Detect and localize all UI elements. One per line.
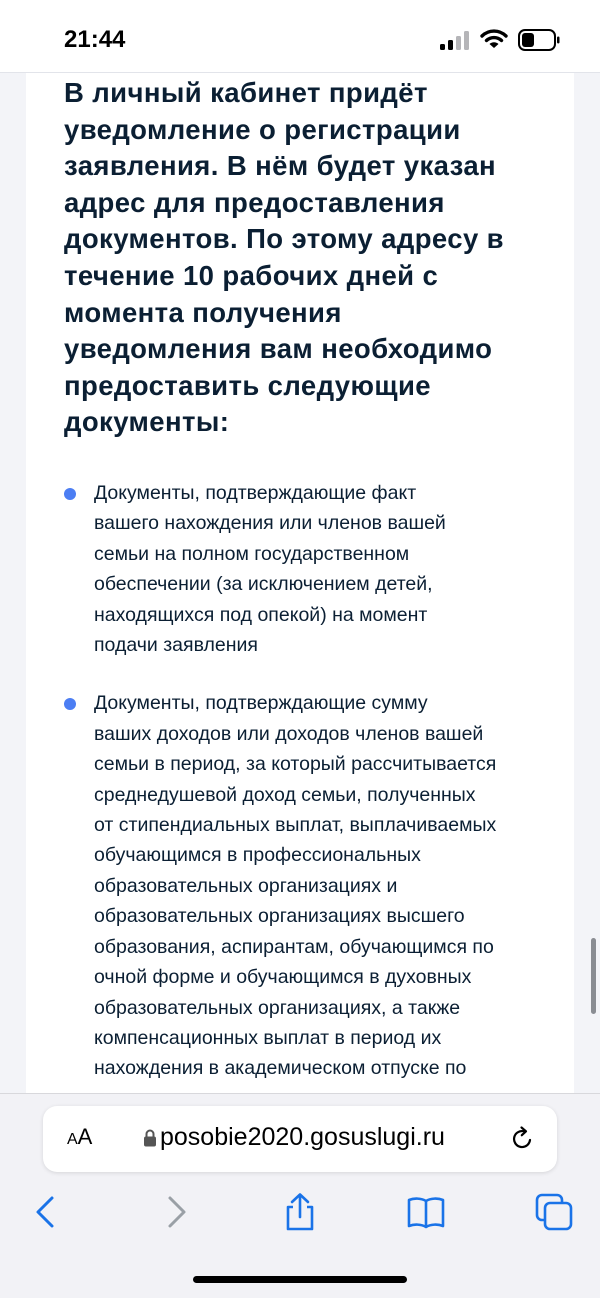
status-time: 21:44 bbox=[64, 26, 126, 53]
lock-icon bbox=[143, 1128, 157, 1148]
list-item bbox=[26, 688, 574, 1114]
reload-icon[interactable] bbox=[509, 1126, 535, 1152]
wifi-icon bbox=[480, 28, 508, 50]
browser-toolbar bbox=[0, 1093, 600, 1298]
text-size-small-label: A bbox=[67, 1131, 78, 1148]
address-bar[interactable] bbox=[43, 1106, 557, 1172]
list-item-text: Документы, подтверждающие сумму ваших доходов или доходов членов вашей семьи в период, за который рассчитывается среднедушевой доход семьи, полученных от стипендиальных выплат, выплачиваемых обучающимся в профессиональных образовательных организациях и образовательных организациях высшего образования, аспирантам, обучающимся по очной форме и обучающимся в духовных образовательных организациях, а также компенсационных выплат в период их нахождения в академическом отпуске по bbox=[94, 692, 497, 1080]
text-size-large-label: A bbox=[77, 1124, 93, 1149]
web-page-content[interactable] bbox=[26, 73, 574, 1093]
battery-icon bbox=[518, 29, 560, 51]
instructions-heading: В личный кабинет придёт уведомление о регистрации заявления. В нём будет указан адрес для предоставления документов. По этому адресу в течение 10 рабочих дней с момента получения уведомления вам необходимо предоставить следующие документы: bbox=[64, 77, 504, 438]
text-size-button[interactable] bbox=[67, 1124, 92, 1150]
list-item bbox=[26, 478, 574, 660]
list-item-text: Документы, подтверждающие факт вашего нахождения или членов вашей семьи на полном государственном обеспечении (за исключением детей, находящихся под опекой) на момент подачи заявления bbox=[94, 482, 446, 657]
back-button[interactable] bbox=[26, 1192, 66, 1232]
scroll-indicator[interactable] bbox=[591, 938, 596, 1014]
home-indicator[interactable] bbox=[193, 1276, 407, 1283]
share-button[interactable] bbox=[280, 1192, 320, 1232]
bullet-dot-icon bbox=[64, 698, 76, 710]
url-text[interactable]: posobie2020.gosuslugi.ru bbox=[160, 1123, 445, 1151]
required-documents-list bbox=[26, 478, 574, 1142]
bullet-dot-icon bbox=[64, 488, 76, 500]
tabs-button[interactable] bbox=[534, 1192, 574, 1232]
status-bar bbox=[0, 0, 600, 73]
forward-button[interactable] bbox=[156, 1192, 196, 1232]
cellular-signal-icon bbox=[440, 30, 470, 50]
bookmarks-button[interactable] bbox=[406, 1192, 446, 1232]
